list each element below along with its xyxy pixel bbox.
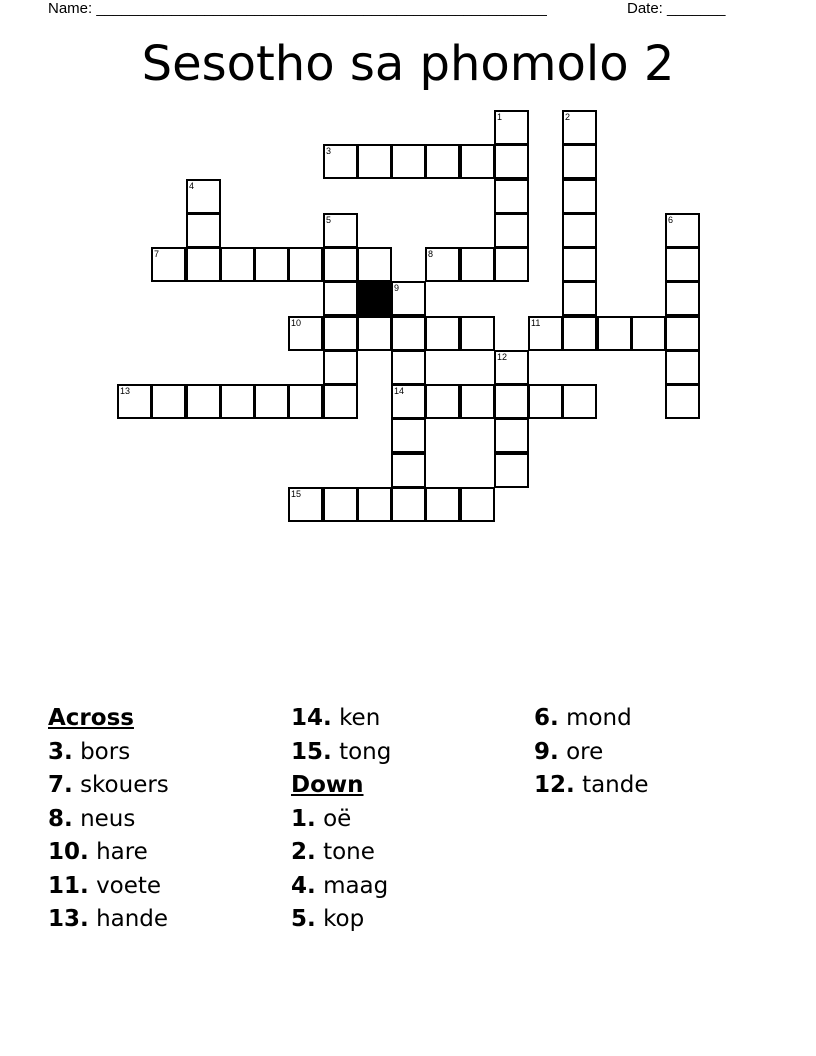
grid-cell[interactable] [528, 316, 563, 351]
grid-cell[interactable] [460, 384, 495, 419]
clue-down-9 [534, 736, 649, 770]
clue-text: tone [323, 839, 375, 865]
name-field-line: Name: ______________________________________________________ [48, 0, 547, 17]
grid-cell[interactable] [391, 281, 426, 316]
grid-cell-number: 8 [428, 249, 434, 259]
grid-cell[interactable] [357, 144, 392, 179]
clue-number: 3. [48, 738, 73, 765]
clue-text: skouers [80, 772, 169, 798]
grid-cell[interactable] [186, 384, 221, 419]
grid-cell[interactable] [323, 487, 358, 522]
grid-cell[interactable] [220, 384, 255, 419]
clue-text: maag [323, 872, 389, 899]
grid-cell-number: 4 [189, 181, 195, 191]
grid-cell[interactable] [528, 384, 563, 419]
grid-cell[interactable] [562, 384, 597, 419]
grid-cell[interactable] [562, 247, 597, 282]
grid-cell[interactable] [562, 316, 597, 351]
clue-text: voete [96, 872, 162, 899]
clue-number: 6. [534, 705, 559, 731]
clue-across-11 [48, 870, 169, 904]
grid-cell[interactable] [391, 316, 426, 351]
grid-cell[interactable] [357, 487, 392, 522]
grid-cell[interactable] [494, 453, 529, 488]
grid-cell[interactable] [425, 316, 460, 351]
grid-cell[interactable] [425, 384, 460, 419]
clue-number: 10. [48, 839, 89, 865]
clue-down-12 [534, 769, 649, 803]
clue-number: 13. [48, 906, 89, 932]
clue-column-1 [48, 702, 169, 937]
clue-down-4 [291, 870, 391, 904]
grid-cell[interactable] [391, 487, 426, 522]
clue-number: 15. [291, 738, 332, 765]
grid-cell-number: 11 [531, 318, 541, 328]
grid-cell-number: 15 [291, 489, 302, 499]
clue-down-6 [534, 702, 649, 736]
grid-cell[interactable] [460, 316, 495, 351]
clue-text: tong [339, 738, 392, 765]
grid-cell[interactable] [425, 144, 460, 179]
grid-cell[interactable] [562, 281, 597, 316]
grid-cell-number: 6 [668, 215, 674, 225]
grid-cell-number: 9 [394, 283, 400, 293]
grid-cell[interactable] [323, 144, 358, 179]
grid-cell-number: 10 [291, 318, 302, 328]
grid-cell[interactable] [665, 384, 700, 419]
clue-number: 1. [291, 805, 316, 832]
down-heading: Down [291, 772, 364, 798]
grid-cell[interactable] [460, 144, 495, 179]
grid-cell-number: 14 [394, 386, 405, 396]
clue-number: 2. [291, 839, 316, 865]
grid-cell[interactable] [323, 281, 358, 316]
grid-cell[interactable] [631, 316, 666, 351]
grid-cell[interactable] [665, 350, 700, 385]
grid-cell-number: 5 [326, 215, 332, 225]
grid-cell[interactable] [665, 213, 700, 248]
clue-number: 4. [291, 872, 316, 899]
clue-text: ore [566, 738, 604, 765]
clue-text: bors [80, 738, 131, 765]
clue-across-13 [48, 903, 169, 937]
grid-cell[interactable] [186, 213, 221, 248]
clue-number: 12. [534, 772, 575, 798]
grid-cell[interactable] [562, 110, 597, 145]
grid-cell[interactable] [391, 418, 426, 453]
grid-cell-number: 7 [154, 249, 160, 259]
grid-cell-number: 2 [565, 112, 571, 122]
grid-cell[interactable] [494, 384, 529, 419]
grid-cell[interactable] [665, 247, 700, 282]
grid-cell[interactable] [391, 350, 426, 385]
grid-cell[interactable] [494, 350, 529, 385]
grid-cell[interactable] [597, 316, 632, 351]
clue-number: 7. [48, 772, 73, 798]
grid-cell[interactable] [425, 247, 460, 282]
clue-across-10 [48, 836, 169, 870]
grid-cell[interactable] [186, 247, 221, 282]
across-heading: Across [48, 705, 134, 731]
clue-across-15 [291, 736, 391, 770]
grid-cell[interactable] [391, 453, 426, 488]
grid-cell[interactable] [460, 247, 495, 282]
grid-cell[interactable] [357, 316, 392, 351]
clue-text: tande [582, 772, 649, 798]
grid-cell[interactable] [494, 418, 529, 453]
grid-cell[interactable] [151, 247, 186, 282]
clue-text: hande [96, 906, 169, 932]
grid-cell[interactable] [494, 179, 529, 214]
grid-cell[interactable] [151, 384, 186, 419]
grid-cell[interactable] [323, 384, 358, 419]
grid-cell[interactable] [665, 281, 700, 316]
clue-number: 11. [48, 872, 89, 899]
grid-cell[interactable] [425, 487, 460, 522]
grid-cell[interactable] [562, 144, 597, 179]
grid-cell[interactable] [288, 316, 323, 351]
clue-number: 14. [291, 705, 332, 731]
grid-cell[interactable] [357, 247, 392, 282]
grid-cell[interactable] [288, 247, 323, 282]
grid-cell[interactable] [186, 179, 221, 214]
grid-cell[interactable] [323, 316, 358, 351]
clue-column-2 [291, 702, 391, 937]
clue-down-5 [291, 903, 391, 937]
clue-across-7 [48, 769, 169, 803]
grid-cell[interactable] [562, 179, 597, 214]
grid-cell[interactable] [254, 247, 289, 282]
grid-cell-number: 1 [497, 112, 503, 122]
grid-cell[interactable] [323, 247, 358, 282]
grid-cell[interactable] [562, 213, 597, 248]
grid-cell[interactable] [494, 247, 529, 282]
clue-text: hare [96, 839, 148, 865]
grid-cell[interactable] [117, 384, 152, 419]
grid-cell[interactable] [665, 316, 700, 351]
grid-block-cell [357, 281, 392, 316]
clue-text: ken [339, 705, 381, 731]
clue-number: 5. [291, 906, 316, 932]
clue-text: oë [323, 805, 352, 832]
clue-text: mond [566, 705, 632, 731]
grid-cell-number: 12 [497, 352, 508, 362]
clue-across-14 [291, 702, 391, 736]
grid-cell-number: 13 [120, 386, 131, 396]
clue-down-2 [291, 836, 391, 870]
date-field-line: Date: _______ [627, 0, 726, 17]
grid-cell[interactable] [288, 487, 323, 522]
clue-number: 9. [534, 738, 559, 765]
clue-across-3 [48, 736, 169, 770]
grid-cell[interactable] [460, 487, 495, 522]
grid-cell[interactable] [220, 247, 255, 282]
grid-cell[interactable] [323, 213, 358, 248]
grid-cell[interactable] [494, 144, 529, 179]
clue-across-8 [48, 803, 169, 837]
grid-cell[interactable] [391, 144, 426, 179]
grid-cell-number: 3 [326, 146, 332, 156]
grid-cell[interactable] [494, 213, 529, 248]
grid-cell[interactable] [323, 350, 358, 385]
clue-column-3 [534, 702, 649, 803]
clue-number: 8. [48, 805, 73, 832]
clue-text: kop [323, 906, 365, 932]
grid-cell[interactable] [254, 384, 289, 419]
page-title: Sesotho sa phomolo 2 [141, 36, 675, 92]
grid-cell[interactable] [494, 110, 529, 145]
grid-cell[interactable] [391, 384, 426, 419]
grid-cell[interactable] [288, 384, 323, 419]
clue-down-1 [291, 803, 391, 837]
clue-text: neus [80, 805, 136, 832]
